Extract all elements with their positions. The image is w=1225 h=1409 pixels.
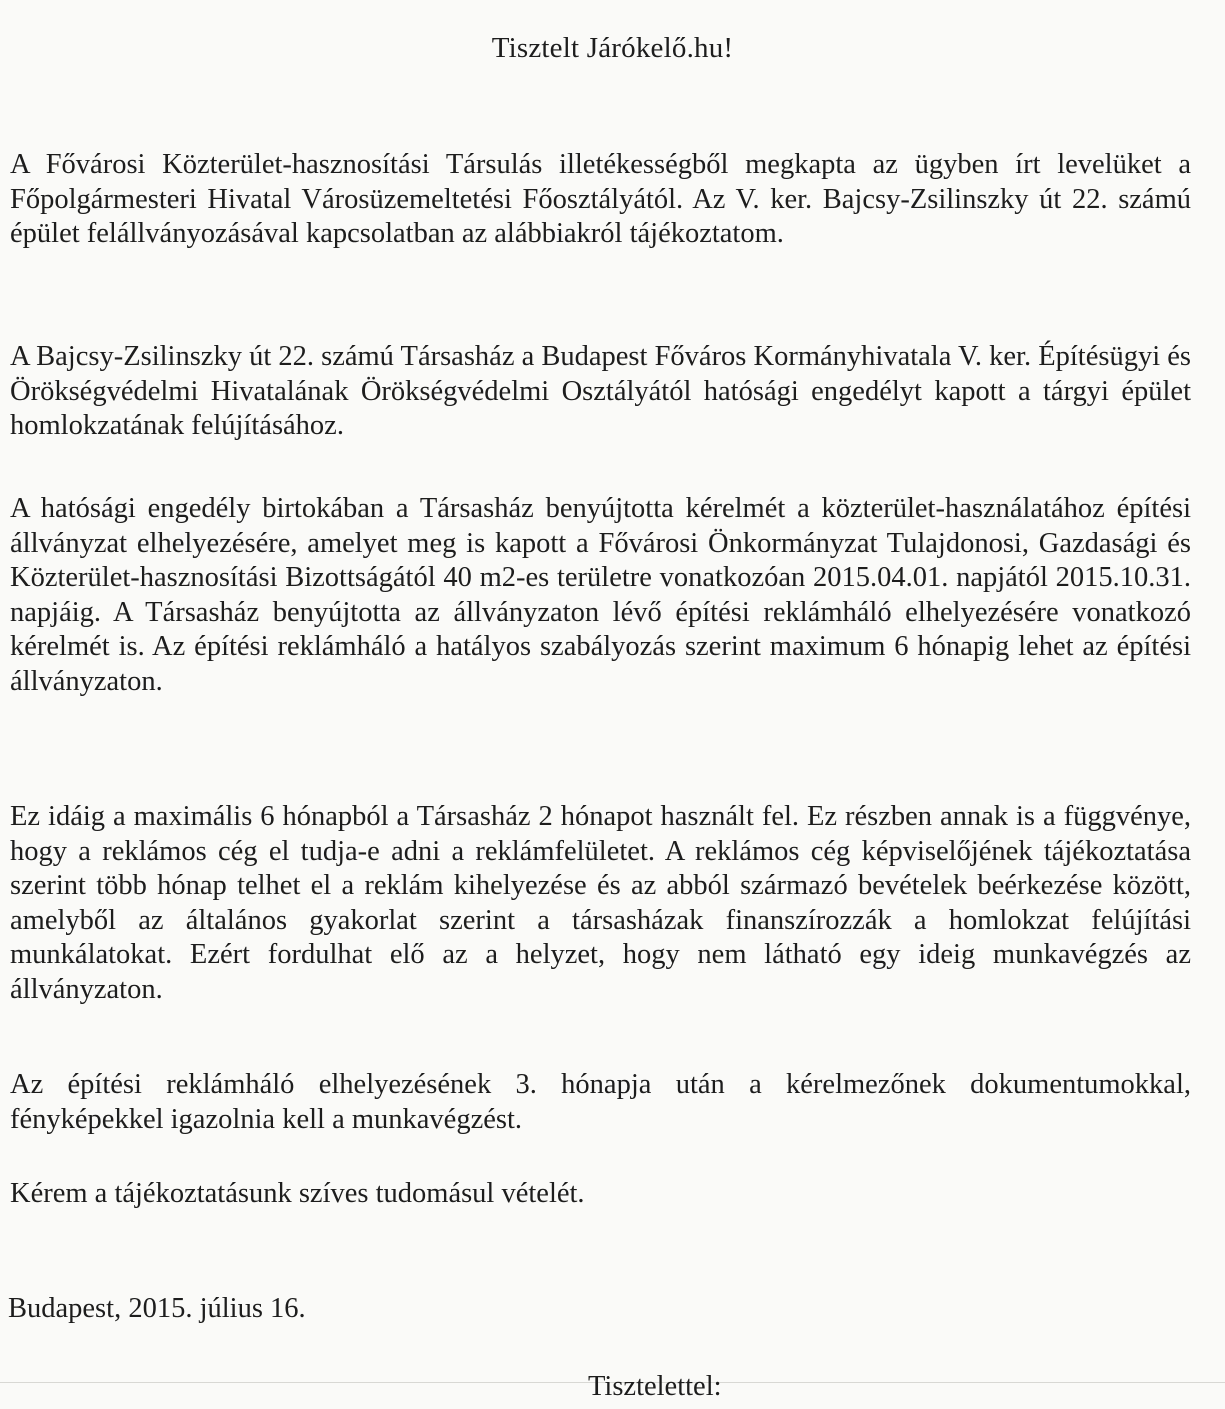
letter-greeting: Tisztelt Járókelő.hu!	[491, 32, 734, 64]
paragraph-jurisdiction: A Fővárosi Közterület-hasznosítási Társulás illetékességből megkapta az ügyben írt levelüket a Főpolgármesteri Hivatal Városüzemeltetési Főosztályától. Az V. ker. Bajcsy-Zsilinszky út 22. számú épület felállványozásával kapcsolatban az alábbiakról tájékoztatom.	[10, 149, 1191, 249]
paragraph-permit: A Bajcsy-Zsilinszky út 22. számú Társasház a Budapest Főváros Kormányhivatala V. ker. Építésügyi és Örökségvédelmi Hivatalának Örökségvédelmi Osztályától hatósági engedélyt kapott a tárgyi épület homlokzatának felújításához.	[10, 341, 1191, 441]
place-and-date: Budapest, 2015. július 16.	[8, 1293, 306, 1324]
paragraph-request: Kérem a tájékoztatásunk szíves tudomásul vételét.	[10, 1178, 585, 1209]
closing-salutation: Tisztelettel:	[588, 1371, 722, 1402]
paragraph-advertising-net: Ez idáig a maximális 6 hónapból a Társasház 2 hónapot használt fel. Ez részben annak is a függvénye, hogy a reklámos cég el tudja-e adni a reklámfelületet. A reklámos cég képviselőjének tájékoztatása szerint több hónap telhet el a reklám kihelyezése és az abból származó bevételek beérkezése között, amelyből az általános gyakorlat szerint a társasházak finanszírozzák a homlokzat felújítási munkálatokat. Ezért fordulhat elő az a helyzet, hogy nem látható egy ideig munkavégzés az állványzaton.	[10, 801, 1191, 1005]
paragraph-scaffolding-permit: A hatósági engedély birtokában a Társasház benyújtotta kérelmét a közterület-használatához építési állványzat elhelyezésére, amelyet meg is kapott a Fővárosi Önkormányzat Tulajdonosi, Gazdasági és Közterület-hasznosítási Bizottságától 40 m2-es területre vonatkozóan 2015.04.01. napjától 2015.10.31. napjáig. A Társasház benyújtotta az állványzaton lévő építési reklámháló elhelyezésére vonatkozó kérelmét is. Az építési reklámháló a hatályos szabályozás szerint maximum 6 hónapig lehet az építési állványzaton.	[10, 493, 1191, 697]
paragraph-documentation: Az építési reklámháló elhelyezésének 3. hónapja után a kérelmezőnek dokumentumokkal, fényképekkel igazolnia kell a munkavégzést.	[10, 1069, 1191, 1135]
